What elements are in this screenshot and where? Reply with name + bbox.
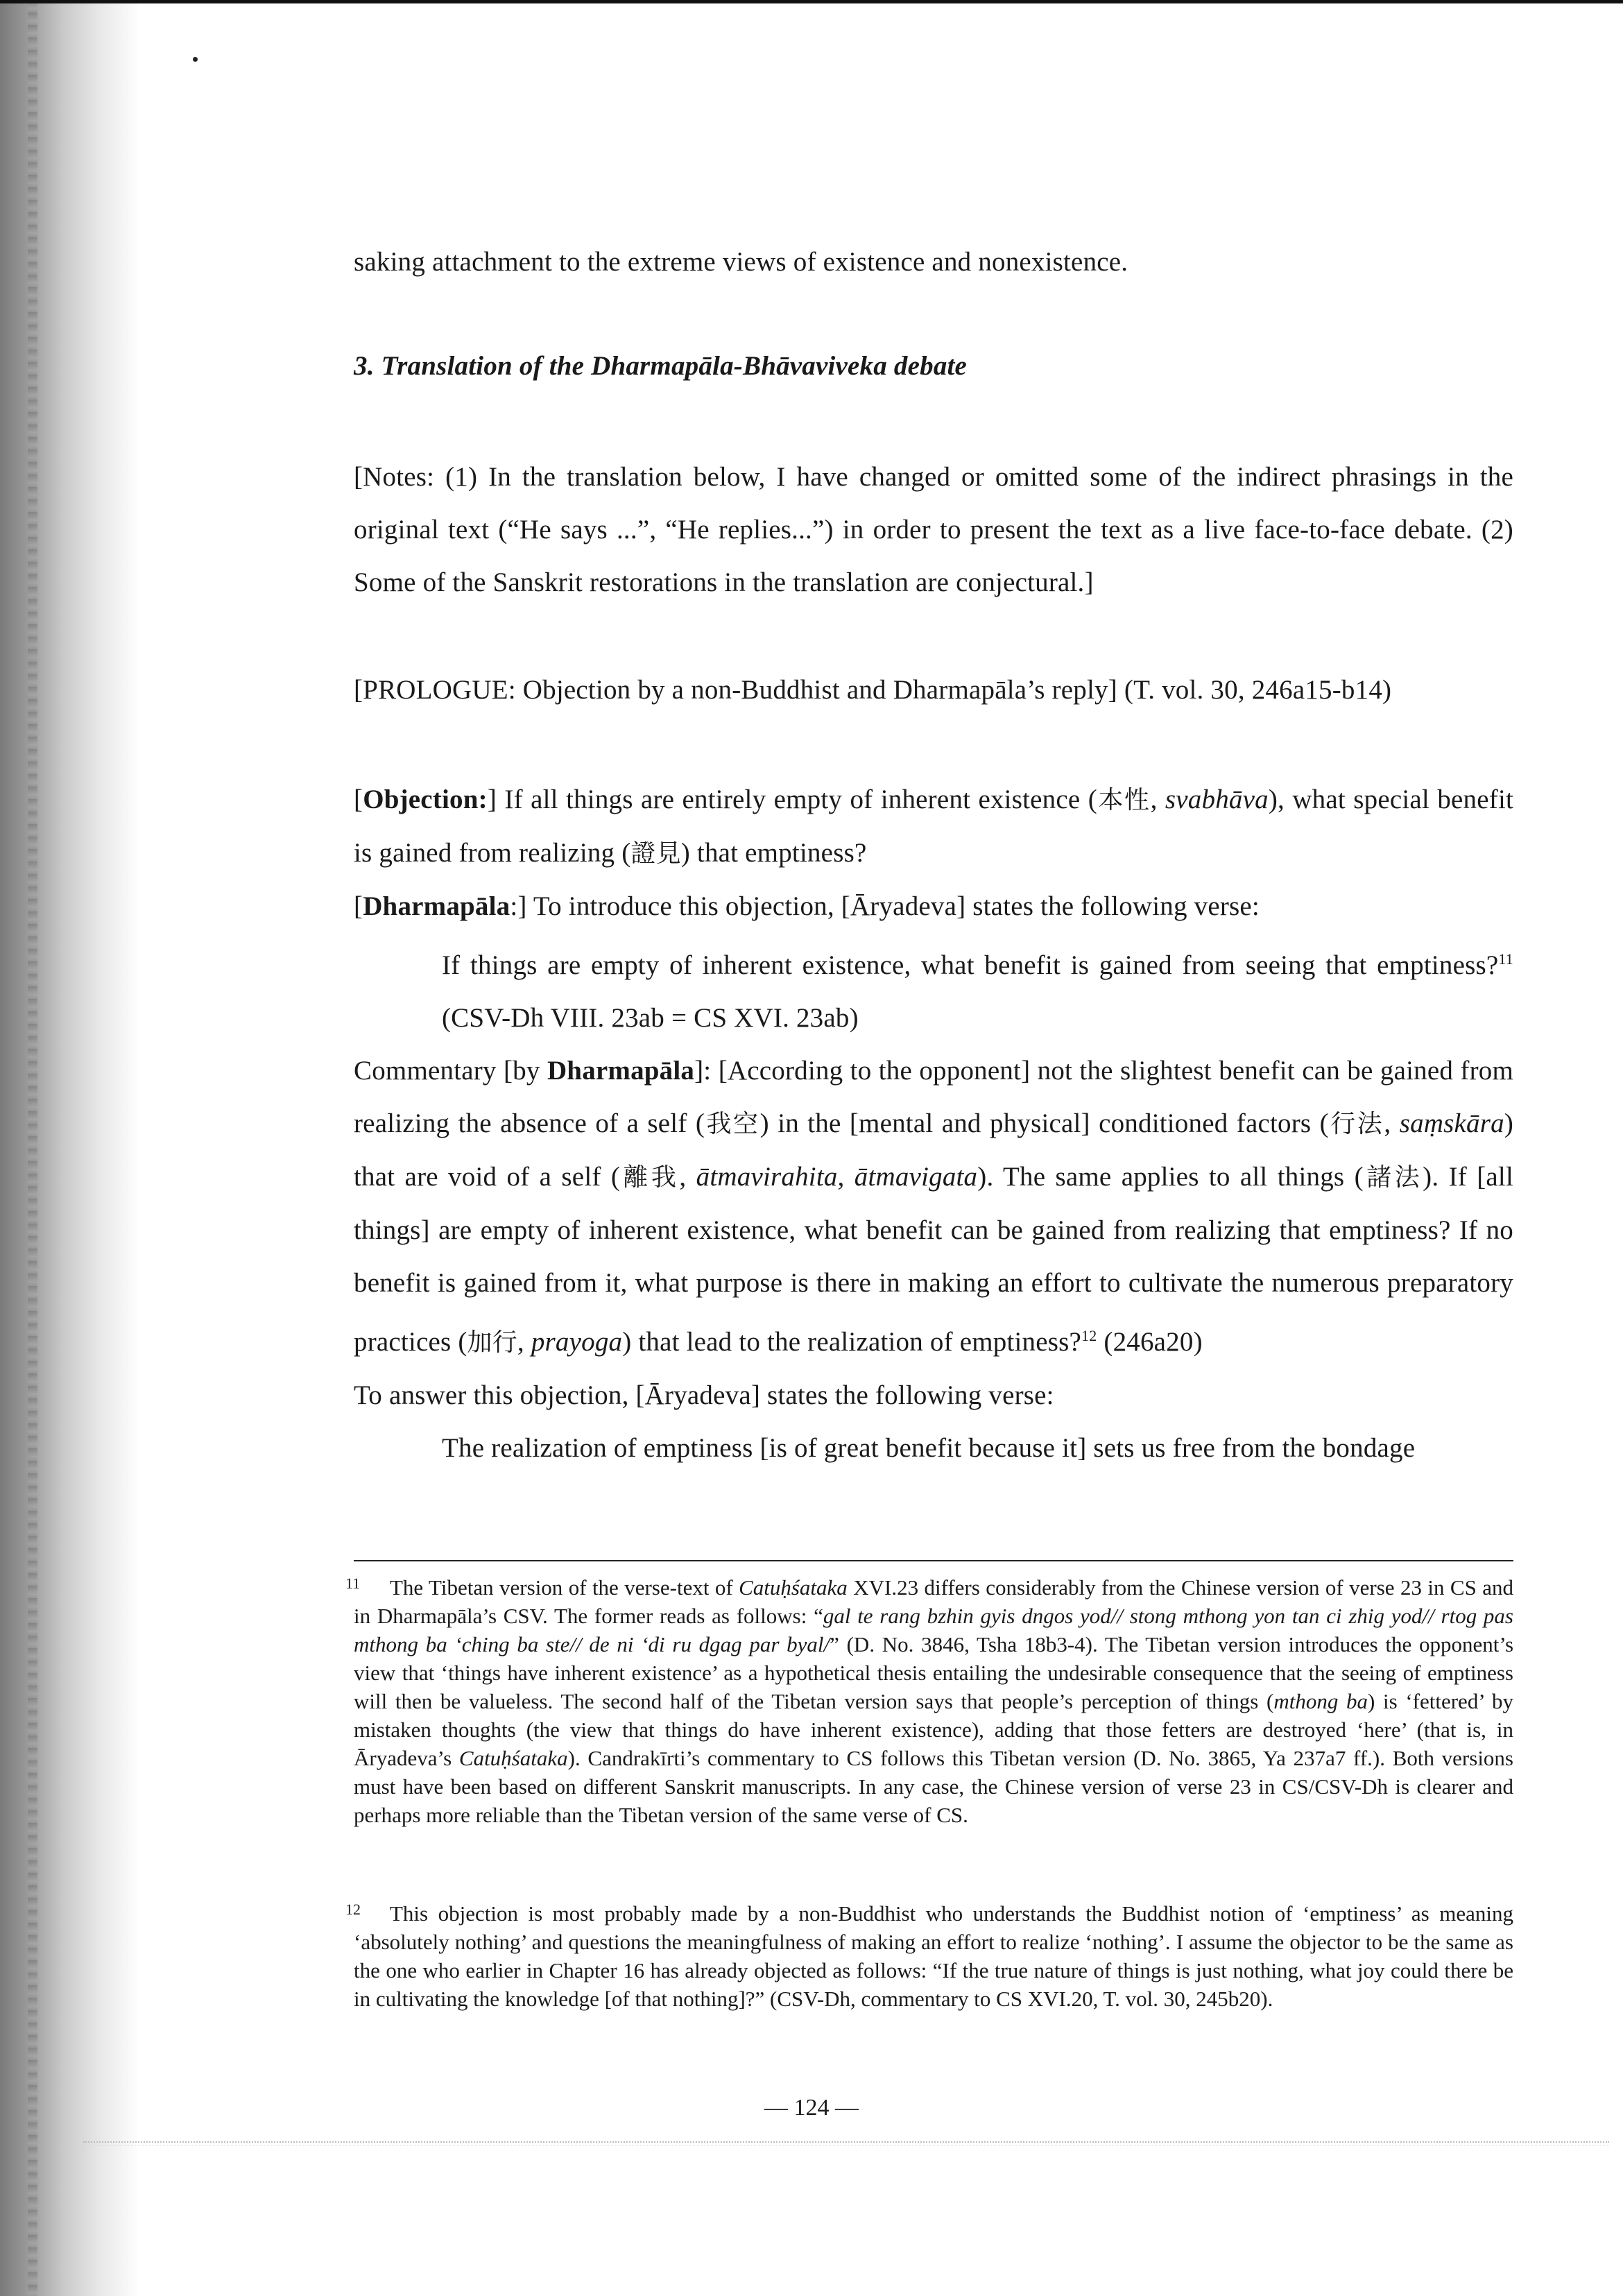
- footnote-separator: [354, 1560, 1513, 1561]
- opening-line-block: [354, 236, 1513, 289]
- cjk-term: 離我: [620, 1163, 680, 1192]
- sanskrit-term: svabhāva: [1165, 785, 1269, 814]
- tibetan-quote: gal te rang bzhin gyis dngos yod// stong mthong yon tan ci zhig yod// rtog pas mthong ba ‘ching ba ste// de ni ‘di ru dgag par byal/: [354, 1604, 1513, 1656]
- translation-notes: [Notes: (1) In the translation below, I have changed or omitted some of the indirect phrasings in the original text (“He says ...”, “He replies...”) in order to present the text as a live face-to-face debate. (2) Some of the Sanskrit restorations in the translation are conjectural.]: [354, 462, 1513, 597]
- cjk-term: 證見: [630, 839, 681, 868]
- verse-1: If things are empty of inherent existence, what benefit is gained from seeing that emptiness?$^{11}$ (CSV-Dh VIII. 23ab = CS XVI. 23ab): [442, 950, 1513, 1033]
- cjk-term: 行法: [1328, 1110, 1384, 1138]
- scan-top-edge: [0, 0, 1623, 3]
- footnote-12: [345, 1899, 1513, 2013]
- translation-notes-block: [354, 451, 1513, 609]
- answer-intro: To answer this objection, [Āryadeva] states the following verse:: [354, 1380, 1054, 1410]
- footnote-ref-11: 11: [1498, 950, 1513, 968]
- dharmapala-intro-paragraph: [Dharmapāla:] To introduce this objection, [Āryadeva] states the following verse:: [354, 891, 1260, 921]
- footnote-12-mark: 12: [345, 1901, 361, 1918]
- opening-line: saking attachment to the extreme views of existence and nonexistence.: [354, 247, 1128, 277]
- title-italic: Catuḥśataka: [458, 1746, 568, 1770]
- scanned-binding-shadow: [0, 0, 139, 2296]
- cjk-term: 本性: [1097, 786, 1151, 814]
- sanskrit-term: saṃskāra: [1399, 1108, 1504, 1138]
- title-italic: Catuḥśataka: [739, 1575, 848, 1600]
- section-heading: 3. Translation of the Dharmapāla-Bhāvaviveka debate: [354, 351, 968, 381]
- tibetan-term: mthong ba: [1273, 1689, 1368, 1713]
- dharmapala-label: Dharmapāla: [363, 891, 510, 921]
- section-heading-block: [354, 340, 1513, 393]
- debate-body: [354, 773, 1513, 1475]
- cjk-term: 我空: [705, 1110, 760, 1138]
- footnote-ref-12: 12: [1081, 1327, 1097, 1344]
- footnote-11: [345, 1573, 1514, 1829]
- footnote-11-mark: 11: [345, 1575, 361, 1592]
- objection-label: Objection:: [363, 785, 488, 814]
- dharmapala-label: Dharmapāla: [547, 1056, 695, 1086]
- cjk-term: 加行: [467, 1328, 517, 1357]
- scan-speck: [193, 57, 198, 62]
- footnote-11-text: The Tibetan version of the verse-text of Catuḥśataka XVI.23 differs considerably from the Chinese version of verse 23 in CS and in Dharmapāla’s CSV. The former reads as follows: “gal te rang bzhin gyis dngos yod// stong mthong yon tan ci zhig yod// rtog pas mthong ba ‘ching ba ste// de ni ‘di ru dgag par byal/” (D. No. 3846, Tsha 18b3-4). The Tibetan version introduces the opponent’s view that ‘things have inherent existence’ as a hypothetical thesis entailing the undesirable consequence that the seeing of emptiness will then be valueless. The second half of the Tibetan version says that people’s perception of things (mthong ba) is ‘fettered’ by mistaken thoughts (the view that things do have inherent existence), adding that those fetters are destroyed ‘here’ (that is, in Āryadeva’s Catuḥśataka). Candrakīrti’s commentary to CS follows this Tibetan version (D. No. 3865, Ya 237a7 ff.). Both versions must have been based on different Sanskrit manuscripts. In any case, the Chinese version of verse 23 in CS/CSV-Dh is clearer and perhaps more reliable than the Tibetan version of the same verse of CS.: [354, 1575, 1514, 1827]
- prologue-block: [354, 664, 1513, 717]
- commentary-paragraph: Commentary [by Dharmapāla]: [According to the opponent] not the slightest benefit can be gained from realizing the absence of a self (我空) in the [mental and physical] conditioned factors (行法, saṃskāra) that are void of a self (離我, ātmavirahita, ātmavigata). The same applies to all things (諸法). If [all things] are empty of inherent existence, what benefit can be gained from realizing that emptiness? If no benefit is gained from it, what purpose is there in making an effort to cultivate the numerous preparatory practices (加行, prayoga) that lead to the realization of emptiness?$^{12}$ (246a20): [354, 1056, 1513, 1357]
- cjk-term: 諸法: [1363, 1163, 1423, 1192]
- footnote-12-text: This objection is most probably made by a non-Buddhist who understands the Buddhist notion of ‘emptiness’ as meaning ‘absolutely nothing’ and questions the meaningfulness of making an effort to realize ‘nothing’. I assume the objector to be the same as the one who earlier in Chapter 16 has already objected as follows: “If the true nature of things is just nothing, what joy could there be in cultivating the knowledge [of that nothing]?” (CSV-Dh, commentary to CS XVI.20, T. vol. 30, 245b20).: [354, 1901, 1513, 2011]
- objection-paragraph: [Objection:] If all things are entirely empty of inherent existence (本性, svabhāva), what special benefit is gained from realizing (證見) that emptiness?: [354, 785, 1514, 868]
- sanskrit-term: prayoga: [531, 1327, 623, 1357]
- sanskrit-term: ātmavirahita, ātmavigata: [696, 1162, 978, 1192]
- prologue-heading: [PROLOGUE: Objection by a non-Buddhist and Dharmapāla’s reply] (T. vol. 30, 246a15-b14): [354, 675, 1392, 705]
- scan-artifact-line: [83, 2141, 1609, 2143]
- page-number: — 124 —: [764, 2095, 859, 2121]
- verse-2: The realization of emptiness [is of great benefit because it] sets us free from the bondage: [442, 1433, 1416, 1463]
